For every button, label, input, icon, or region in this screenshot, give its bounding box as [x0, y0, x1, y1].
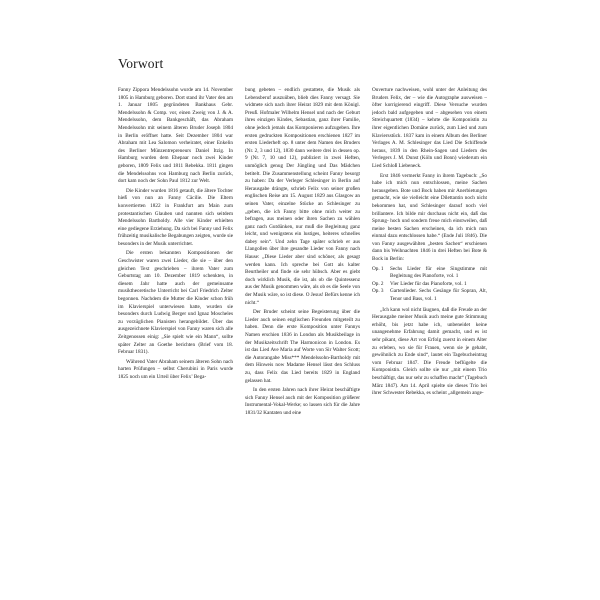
- opus-number: Op. 2: [372, 280, 384, 287]
- paragraph: Die ersten bekannten Kompositionen der Geschwister waren zwei Lieder, die sie – über den gleichen Text geschrieben – ihrem Vater zum Geburtstag am 10. Dezember 1819 schenkten, in diesem Jahr hatte auch der gemeinsame musiktheoretische Unterricht bei Carl Friedrich Zelter begonnen. Nachdem die Mutter die Kinder schon früh im Klavierspiel unterwiesen hatte, wurden sie besonders durch Ludwig Berger und Ignaz Moscheles zu vorzüglichen Pianisten herangebildet. Über das ausgezeichnete Klavierspiel von Fanny waren sich alle Zeitgenossen einig: „Sie spielt wie ein Mann“, sollte später Zelter an Goethe berichten (Brief vom 18. Februar 1831).: [118, 250, 233, 356]
- paragraph: bung gebeten – endlich gestattete, die Musik als Lebensberuf auszuüben, blieb dies Fanny versagt. Sie widmete sich nach ihrer Heirat 1829 mit dem Königl. Preuß. Hofmaler Wilhelm Hensel und nach der Geburt ihres einzigen Kindes, Sebastian, ganz ihrer Familie, ohne jedoch jemals das Komponieren aufzugeben. Ihre ersten gedruckten Kompositionen erschienen 1827 im ersten Liederheft op. 8 unter dem Namen des Bruders (Nr. 2, 3 und 12), 1830 dann weitere drei in dessen op. 9 (Nr. 7, 10 und 12), publiziert in zwei Heften, unmöglich genug Der Jüngling und Das Mädchen betitelt. Die Zusammenstellung scheint Fanny besorgt zu haben: Da der Verleger Schlesinger in Berlin auf Herausgabe drängte, schrieb Felix von seiner großen englischen Reise am 15. August 1829 aus Glasgow an seinen Vater, einzelne Stücke an Schlesinger zu „geben, die ich Fanny bitte ohne mich weiter zu befragen, aus meinen oder ihren Sachen zu wählen ganz nach Gutdünken, nur muß die Begleitung ganz leicht, und wenigstens ein lustiges, heiteres schnelles dabey sein“. Und zehn Tage später schrieb er aus Llangollen über ihre gesandte Lieder von Fanny nach Hause: „Diese Lieder aber sind schöner, als gesagt werden kann. Ich spreche bei Gott als kalter Beurtheiler und finde sie sehr hübsch. Aber es giebt doch wirklich Musik, die ist, als ob die Quintessenz aus der Musik genommen wäre, als ob es die Seele von der Musik wäre, so ist diese. O Jesus! Befürs kenne ich nicht.“: [245, 87, 360, 306]
- opus-item: [372, 288, 487, 303]
- opus-item: [372, 266, 487, 281]
- page-heading: Vorwort: [118, 56, 164, 71]
- paragraph: Ouverture nachweisen, wohl unter der Anleitung des Bruders Felix, der – wie die Autographe ausweisen – öfter korrigierend eingriff. Diese Versuche wurden jedoch bald aufgegeben und – abgesehen von einem Streichquartett (1834) – kehrte die Komponistin zu ihrer eigentlichen Domäne zurück, zum Lied und zum Klaviersstück. 1837 kam in einem Album des Berliner Verlages A. M. Schlesinger das Lied Die Schiffende heraus, 1839 in den Rhein-Sagen und Liedern des Verlegers J. M. Dunst (Köln und Bonn) wiederum ein Lied Schloß Liebeneck.: [372, 87, 487, 169]
- opus-number: Op. 3: [372, 288, 384, 295]
- opus-description: Sechs Lieder für eine Singstimme mit Begleitung des Pianoforte, vol. 1: [390, 265, 487, 280]
- opus-description: Gartenlieder. Sechs Gesänge für Sopran, Alt, Tenor und Bass, vol. 1: [390, 288, 487, 303]
- opus-description: Vier Lieder für das Pianoforte, vol. 1: [390, 280, 467, 287]
- text-column-2: [245, 87, 360, 587]
- opus-list: [372, 266, 487, 304]
- paragraph: Fanny Zippora Mendelssohn wurde am 14. November 1805 in Hamburg geboren. Dort stand ihr Vater den am 1. Januar 1805 gegründeten Bankhaus Gebr. Mendelssohn & Comp. vor, einen Zweig von J. & A. Mendelssohn, dem Bankgeschäft, das Abraham Mendelssohn mit seinem älteren Bruder Joseph 1804 in Berlin eröffnet hatte. Seit Dezember 1804 war Abraham mit Lea Salomon verheiratet, einer Enkelin des Berliner Münzentrepreneurs Daniel Itzig. In Hamburg wurden dem Ehepaar noch zwei Kinder geboren, 1809 Felix und 1811 Rebekka. 1811 gingen die Mendelssohns von Hamburg nach Berlin zurück, dort kam noch der Sohn Paul 1812 zur Welt.: [118, 87, 233, 185]
- paragraph: Der Bruder scheint seine Begeisterung über die Lieder auch seinen englischen Freunden mitgeteilt zu haben. Denn die erste Komposition unter Fannys Namen erschien 1836 in London als Musikbeilage in der Musikzeitschrift The Harmonicon in London. Es ist das Lied Ave Maria auf Worte von Sir Walter Scott; die Autorangabe Miss*** Mendelssohn-Bartholdy mit dem Hinweis now Madame Hensel lässt den Schluss zu, dass Felix das Lied bereits 1829 in England gelassen hat.: [245, 309, 360, 384]
- paragraph: In den ersten Jahren nach ihrer Heirat beschäftigte sich Fanny Hensel auch mit der Komposition größerer Instrumental-Vokal-Werke; so lassen sich für die Jahre 1831/32 Kantaten und eine: [245, 387, 360, 416]
- text-column-3: [372, 87, 487, 587]
- opus-number: Op. 1: [372, 265, 384, 272]
- paragraph: Die Kinder wurden 1816 getauft, die ältere Tochter hieß von nun an Fanny Cäcilie. Die Eltern konvertierten 1822 in Frankfurt am Main zum protestantischen Glauben und nannten sich seitdem Mendelssohn Bartholdy. Alle vier Kinder erhielten eine gediegene Erziehung. Da sich bei Fanny und Felix frühzeitig musikalische Begabungen zeigten, wurde sie besonders in der Musik unterrichtet.: [118, 187, 233, 247]
- paragraph: Erst 1846 vermerkt Fanny in ihrem Tagebuch: „So habe ich mich nun entschlossen, meine Sachen herausgeben. Bote und Bock haben mir Anerbietungen gemacht, wie sie vielleicht eine Dilettantin noch nicht bekommen hat, und Schlesinger darauf noch viel brillantere. Ich bilde mir durchaus nicht ein, daß das Sprung- hoch und sondern freue mich einstweilen, daß meine besten Sachen erscheinen, da ich mich nun einmal dazu entschlossen habe.“ (Ende Juli 1846). Die von Fanny ausgewählten „besten Sachen“ erschienen dann bis Weihnachten 1846 in drei Heften bei Bote & Bock in Berlin:: [372, 172, 487, 263]
- text-column-1: [118, 87, 233, 587]
- paragraph: „Ich kann wol nicht läugnen, daß die Freude an der Herausgabe meiner Musik auch meine gute Stimmung erhöht, bis jetzt habe ich, unbeneidet keine unangenehme Erfahrung damit gemacht, und es ist sehr pikant, diese Art von Erfolg zuerst in einem Alter zu erleben, wo sie für Frauen, wenn sie je gehabt, gewöhnlich zu Ende sind“, lautet ein Tagebucheintrag vom Februar 1847. Die Freude beflügelte die Komponistin. Gleich sollte sie nur „mit einem Trio beschäftigt, das nur sehr zu schaffen macht“ (Tagebuch März 1847). Am 14. April spielte sie dieses Trio bei ihrer Schwester Rebekka, es scheint „allgemein ange-: [372, 306, 487, 397]
- paragraph: Während Vater Abraham seinem älteren Sohn nach harten Prüfungen – selbst Cherubini in Paris wurde 1825 noch um ein Urteil über Felix’ Bega-: [118, 358, 233, 380]
